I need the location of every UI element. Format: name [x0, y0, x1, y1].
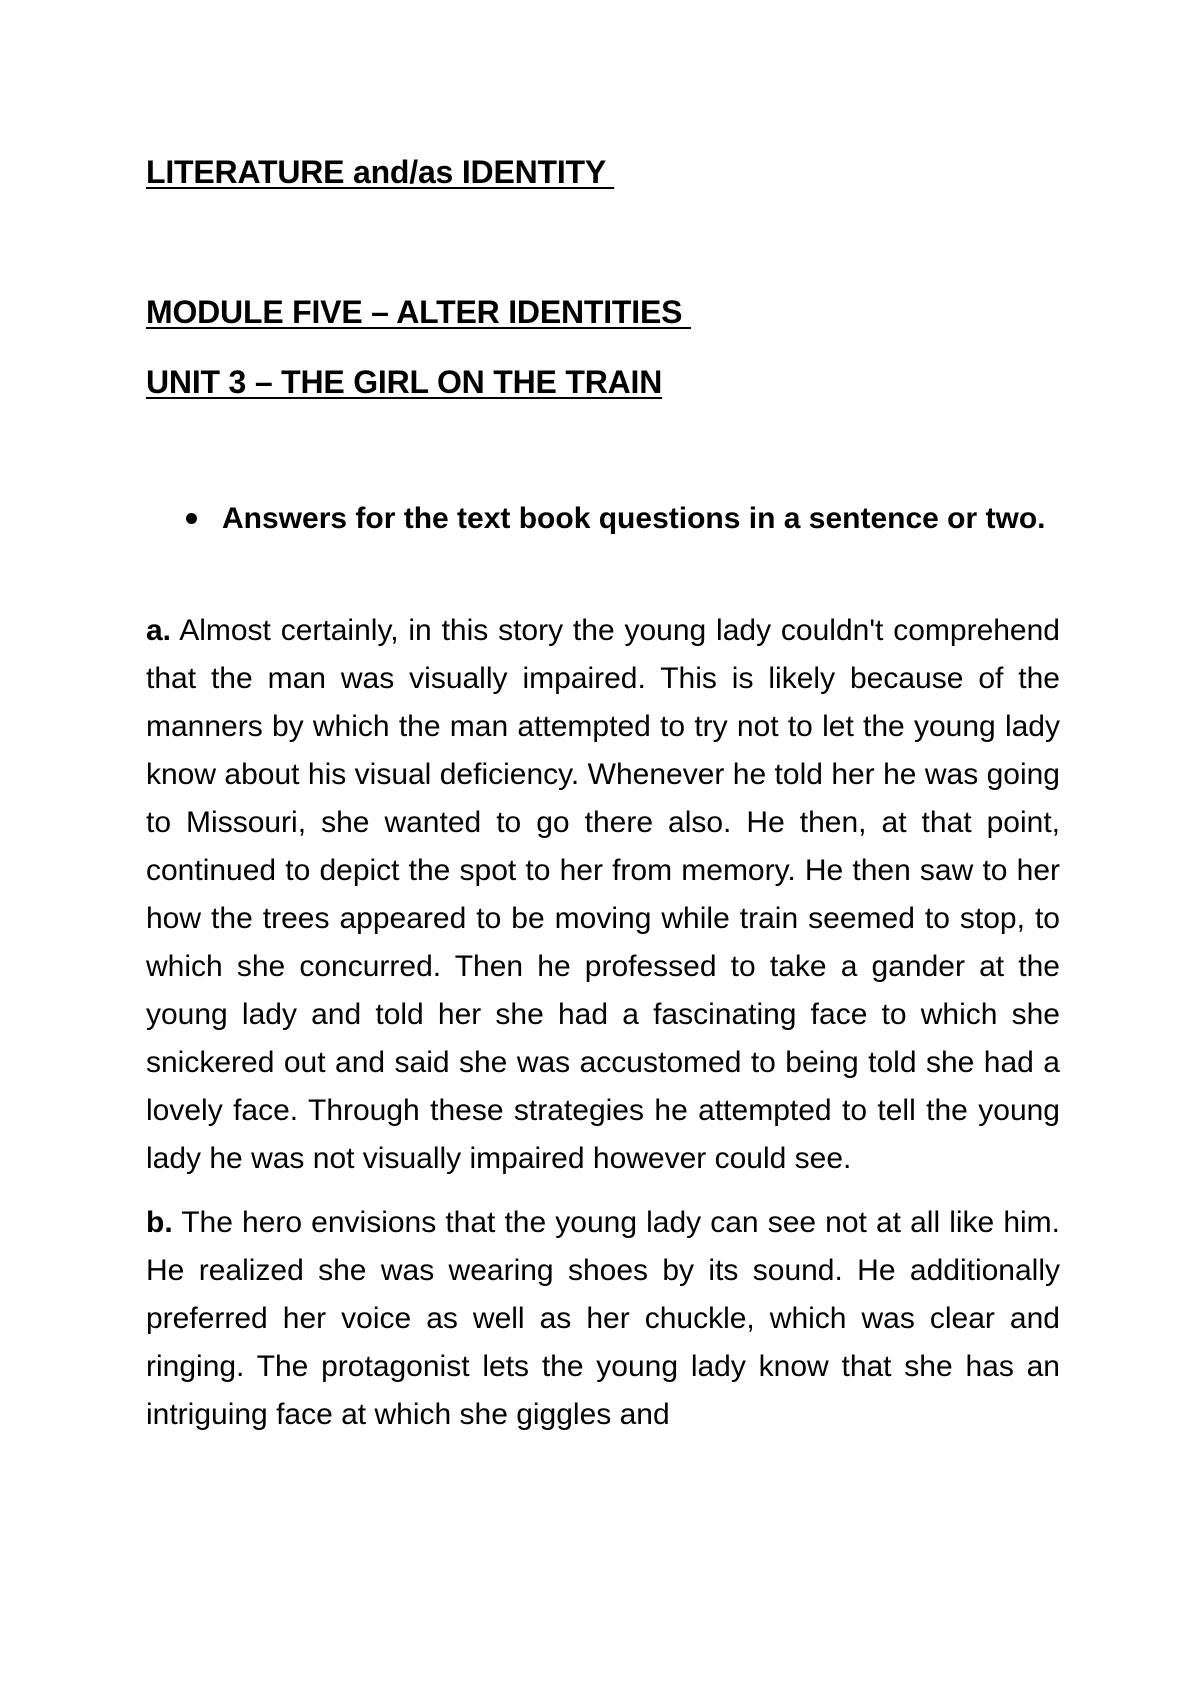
- answer-b: [146, 1199, 1060, 1439]
- module-heading: MODULE FIVE – ALTER IDENTITIES: [146, 294, 691, 330]
- answer-a-text: Almost certainly, in this story the young lady couldn't comprehend that the man was visually impaired. This is likely because of the manners by which the man attempted to try not to let the young lady know about his visual deficiency. Whenever he told her he was going to Missouri, she wanted to go there also. He then, at that point, continued to depict the spot to her from memory. He then saw to her how the trees appeared to be moving while train seemed to stop, to which she concurred. Then he professed to take a gander at the young lady and told her she had a fascinating face to which she snickered out and said she was accustomed to being told she had a lovely face. Through these strategies he attempted to tell the young lady he was not visually impaired however could see.: [146, 614, 1060, 1175]
- unit-heading: UNIT 3 – THE GIRL ON THE TRAIN: [146, 364, 663, 400]
- answer-b-marker: b.: [146, 1206, 173, 1239]
- bullet-dot-icon: [186, 513, 197, 524]
- answer-a: [146, 607, 1060, 1183]
- answer-b-text: The hero envisions that the young lady can see not at all like him. He realized she was wearing shoes by its sound. He additionally preferred her voice as well as her chuckle, which was clear and ringing. The protagonist lets the young lady know that she has an intriguing face at which she giggles and: [146, 1206, 1060, 1431]
- bullet-text: Answers for the text book questions in a sentence or two.: [222, 502, 1046, 535]
- answers-section: [146, 607, 1060, 1455]
- answer-a-marker: a.: [146, 614, 172, 647]
- document-title: LITERATURE and/as IDENTITY: [146, 154, 615, 190]
- bullet-item: [146, 495, 1060, 543]
